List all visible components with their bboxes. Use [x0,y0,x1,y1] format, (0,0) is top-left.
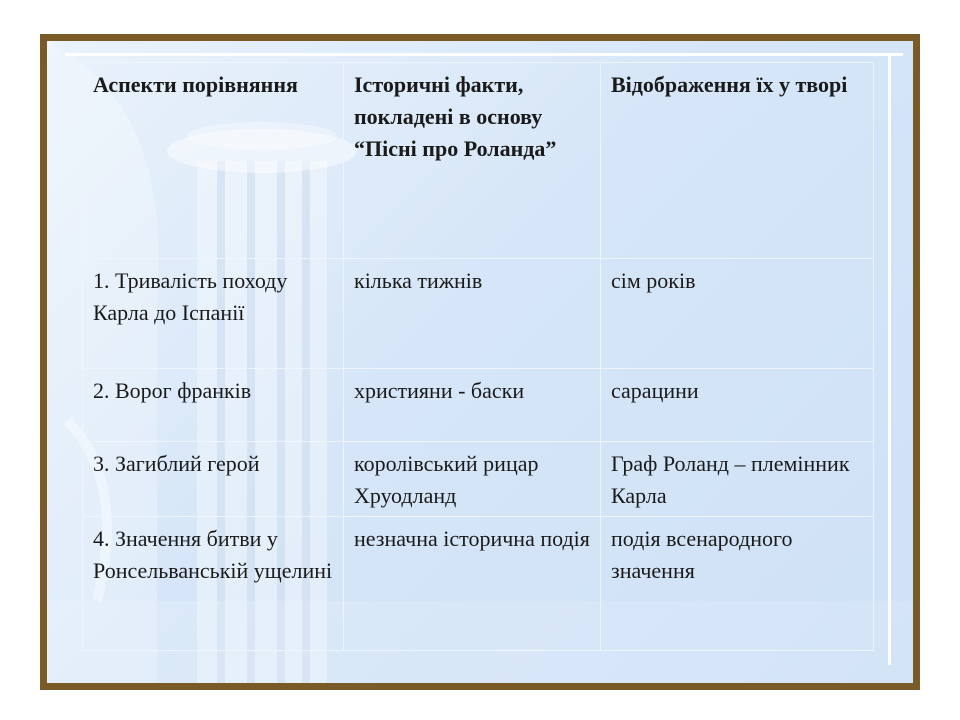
table-row [83,442,874,517]
table-cell-reflection: сарацини [601,369,874,442]
table-cell-fact: християни - баски [344,369,601,442]
table-cell-fact: кілька тижнів [344,259,601,369]
table-cell-aspect: 1. Тривалість походу Карла до Іспанії [83,259,344,369]
table-cell-aspect: 3. Загиблий герой [83,442,344,517]
decorative-white-line-right [888,53,891,665]
comparison-table [82,62,874,651]
slide-frame [40,34,920,690]
decorative-white-line-top [65,53,903,56]
table-row [83,259,874,369]
table-cell-fact: королівський рицар Хруодланд [344,442,601,517]
comparison-table-container [82,62,873,651]
table-cell-aspect: 4. Значення битви у Ронсельванській ущелині [83,517,344,651]
table-cell-reflection: подія всенародного значення [601,517,874,651]
table-cell-reflection: Граф Роланд – племінник Карла [601,442,874,517]
header-cell-reflection-in-work: Відображення їх у творі [601,63,874,259]
table-cell-fact: незначна історична подія [344,517,601,651]
table-row [83,517,874,651]
header-cell-historical-facts: Історичні факти, покладені в основу “Пісні про Роланда” [344,63,601,259]
table-cell-aspect: 2. Ворог франків [83,369,344,442]
table-cell-reflection: сім років [601,259,874,369]
table-header-row [83,63,874,259]
header-cell-aspects: Аспекти порівняння [83,63,344,259]
table-row [83,369,874,442]
